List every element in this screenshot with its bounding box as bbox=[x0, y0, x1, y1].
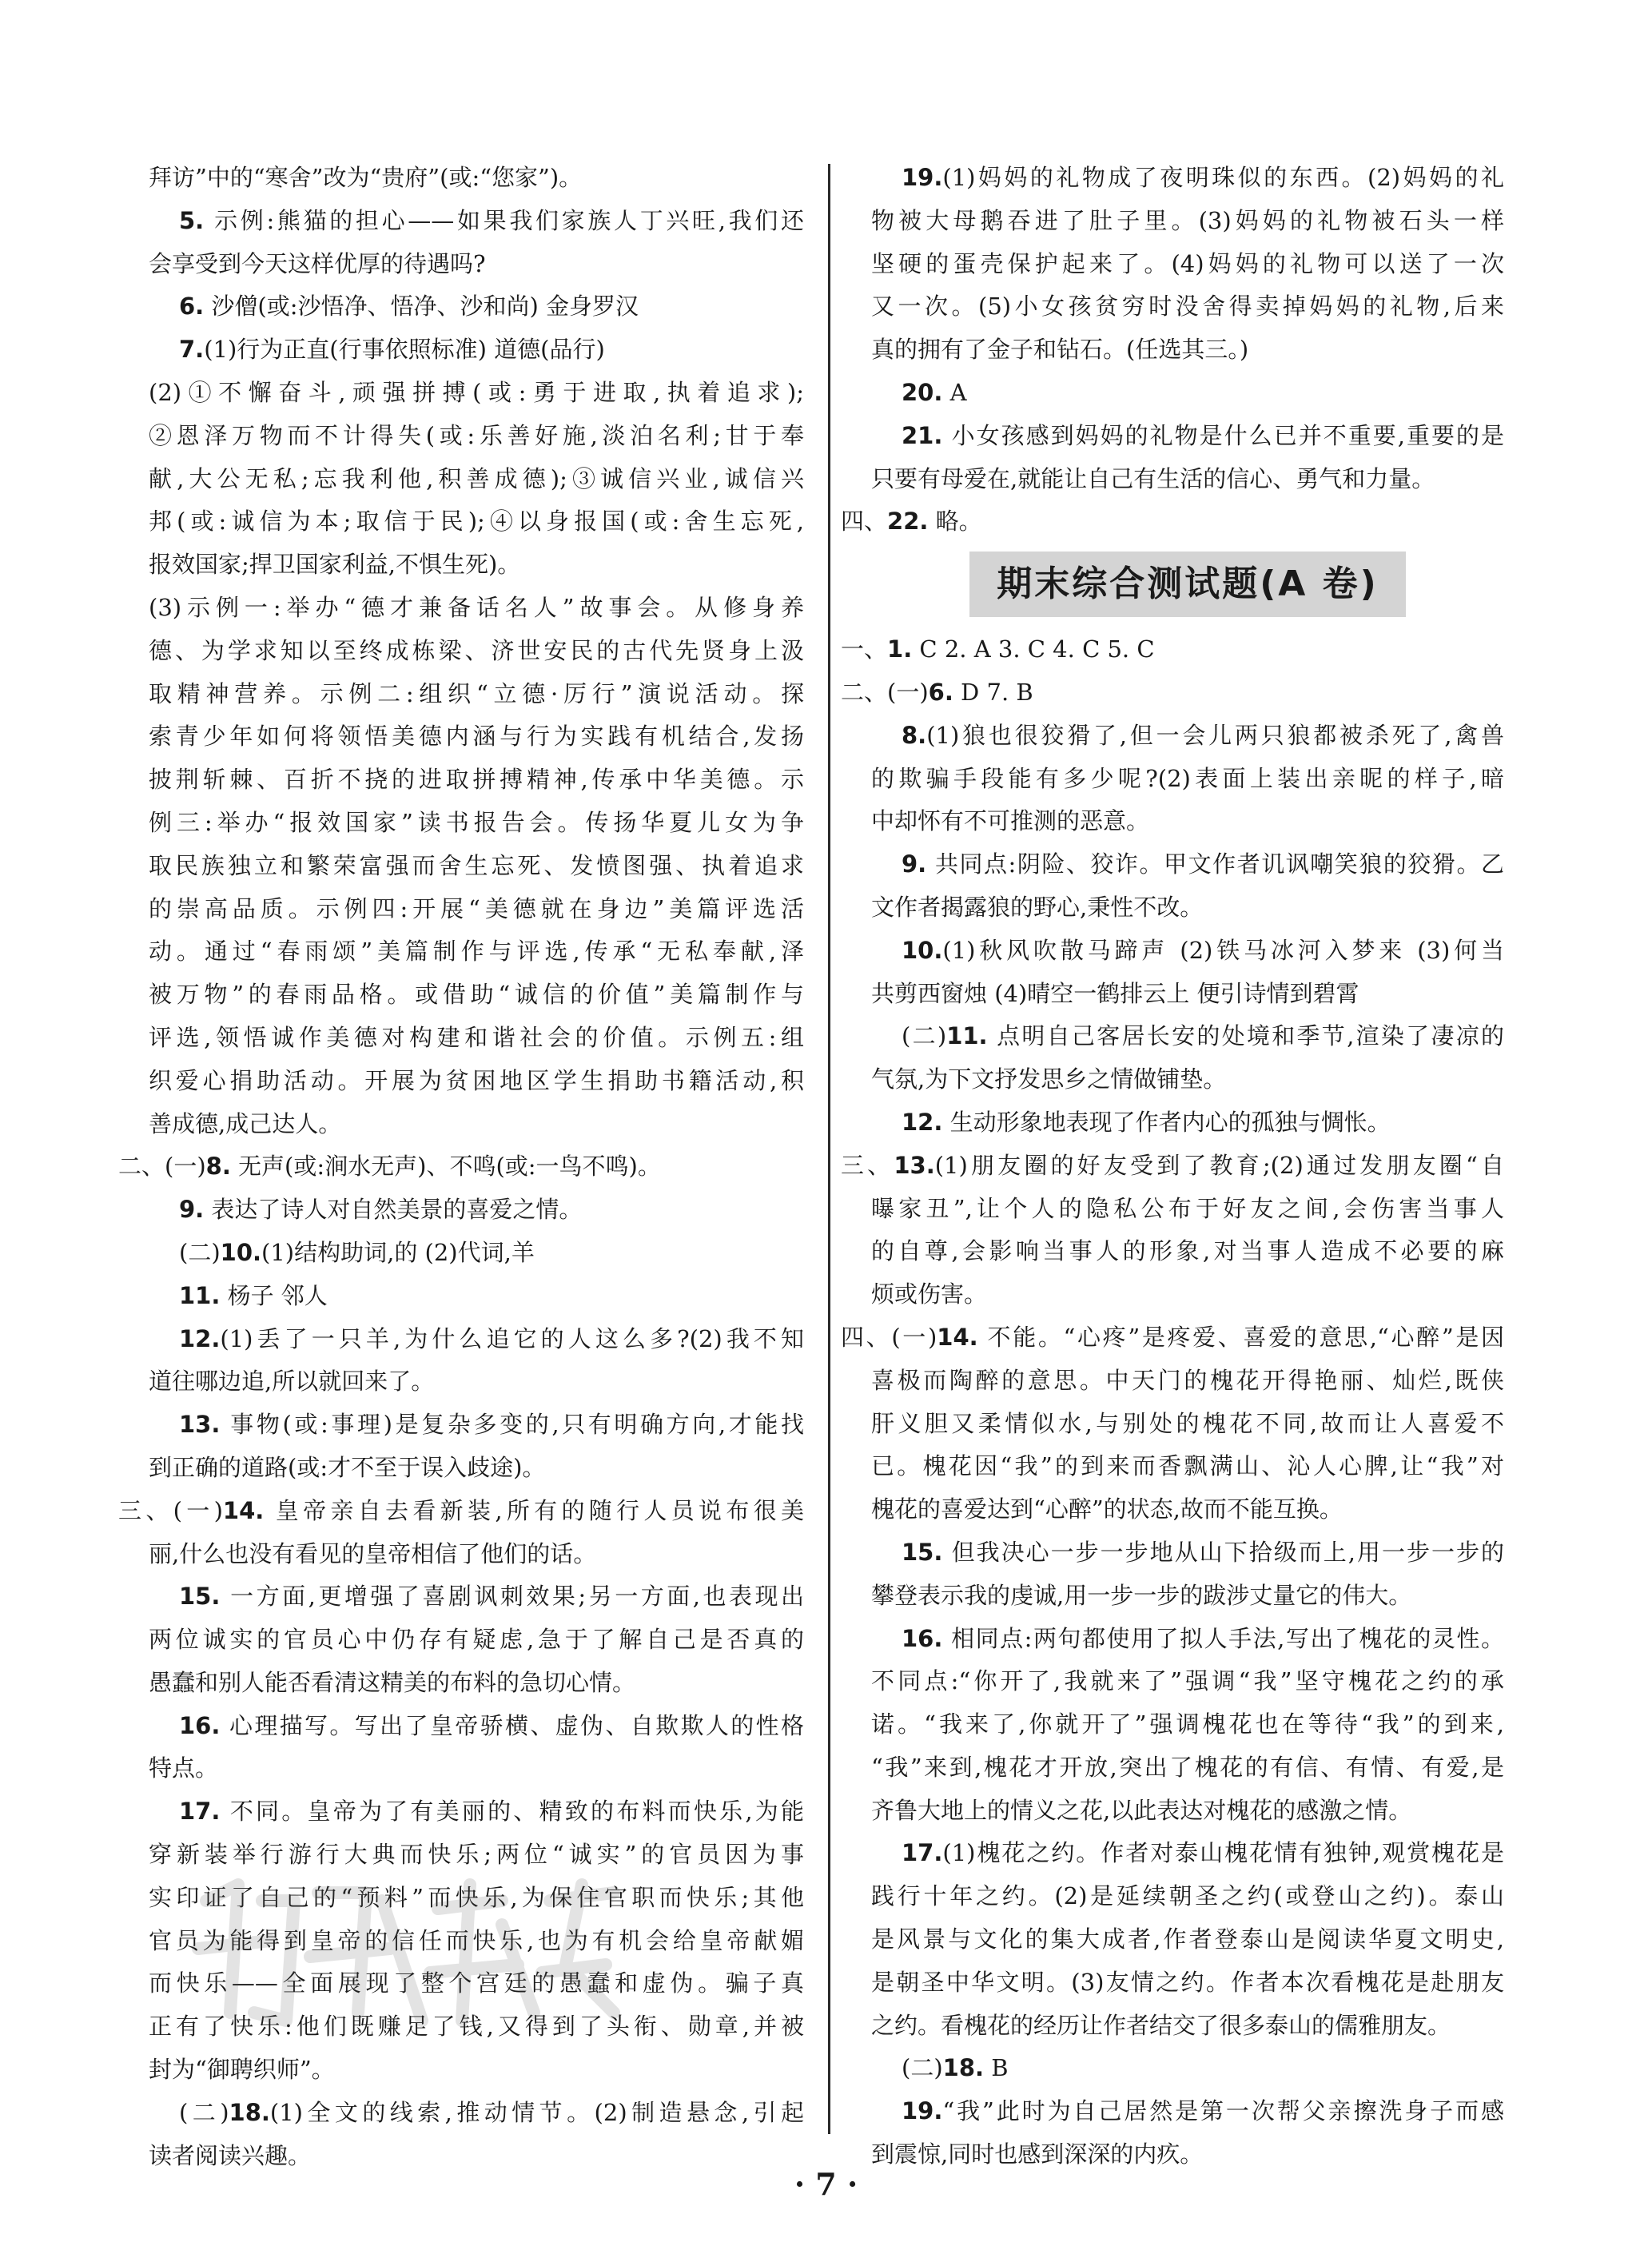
question-number: 8. bbox=[205, 1153, 231, 1181]
answer-line bbox=[149, 243, 804, 286]
answer-text: 不同。皇帝为了有美丽的、精致的布料而快乐,为能 bbox=[220, 1798, 804, 1826]
answer-line bbox=[149, 1017, 804, 1060]
question-number: 8. bbox=[902, 721, 927, 749]
answer-line bbox=[871, 1058, 1504, 1101]
answer-text: 小女孩感到妈妈的礼物是什么已并不重要,重要的是 bbox=[942, 421, 1504, 449]
question-number: 16. bbox=[179, 1711, 221, 1739]
question-number: 13. bbox=[894, 1151, 935, 1179]
answer-text: 例三:举办“报效国家”读书报告会。传扬华夏儿女为争 bbox=[149, 808, 804, 836]
answer-text: 的自尊,会影响当事人的形象,对当事人造成不必要的麻 bbox=[871, 1237, 1504, 1265]
question-number: 14. bbox=[222, 1496, 265, 1524]
answer-text: “我”来到,槐花才开放,突出了槐花的有信、有情、有爱,是 bbox=[871, 1753, 1504, 1781]
section-title-wrap bbox=[871, 552, 1504, 617]
answer-text: 无声(或:涧水无声)、不鸣(或:一鸟不鸣)。 bbox=[230, 1153, 661, 1181]
answer-line bbox=[871, 1703, 1504, 1746]
answer-line bbox=[871, 1273, 1504, 1316]
answer-line bbox=[871, 1101, 1504, 1145]
answer-line bbox=[149, 888, 804, 931]
answer-line bbox=[871, 1188, 1504, 1231]
question-number: 5. bbox=[179, 206, 205, 234]
answer-text: (1)秋风吹散马蹄声 (2)铁马冰河入梦来 (3)何当 bbox=[942, 936, 1504, 964]
answer-text: 共同点:阴险、狡诈。甲文作者讥讽嘲笑狼的狡猾。乙 bbox=[926, 850, 1504, 878]
answer-text: 是风景与文化的集大成者,作者登泰山是阅读华夏文明史, bbox=[871, 1925, 1504, 1953]
answer-text: 物被大母鹅吞进了肚子里。(3)妈妈的礼物被石头一样 bbox=[871, 206, 1504, 234]
answer-line bbox=[149, 1060, 804, 1103]
answer-line bbox=[149, 759, 804, 802]
question-number: 15. bbox=[902, 1538, 943, 1566]
question-number: 9. bbox=[179, 1196, 205, 1224]
section-prefix: 二、(一) bbox=[118, 1153, 206, 1181]
answer-text: 愚蠢和别人能否看清这精美的布料的急切心情。 bbox=[149, 1668, 636, 1696]
answer-line bbox=[871, 843, 1504, 886]
answer-text: 又一次。(5)小女孩贫穷时没舍得卖掉妈妈的礼物,后来 bbox=[871, 293, 1504, 321]
answer-line bbox=[149, 329, 804, 372]
answer-text: 到震惊,同时也感到深深的内疚。 bbox=[871, 2140, 1204, 2168]
answer-line bbox=[841, 671, 1504, 715]
question-number: 6. bbox=[179, 293, 205, 321]
answer-line bbox=[871, 1230, 1504, 1273]
answer-line bbox=[871, 1746, 1504, 1790]
answer-text: (1)朋友圈的好友受到了教育;(2)通过发朋友圈“自 bbox=[934, 1151, 1504, 1179]
answer-text: (2)①不懈奋斗,顽强拼搏(或:勇于进取,执着追求); bbox=[149, 378, 804, 406]
answer-text: 会享受到今天这样优厚的待遇吗? bbox=[149, 249, 486, 277]
answer-line bbox=[871, 973, 1504, 1016]
answer-text: 齐鲁大地上的情义之花,以此表达对槐花的感激之情。 bbox=[871, 1796, 1412, 1824]
section-prefix: 一、 bbox=[841, 635, 888, 663]
answer-text: 不能。“心疼”是疼爱、喜爱的意思,“心醉”是因 bbox=[977, 1323, 1504, 1351]
answer-text: 但我决心一步一步地从山下拾级而上,用一步一步的 bbox=[942, 1538, 1505, 1566]
answer-text: 被万物”的春雨品格。或借助“诚信的价值”美篇制作与 bbox=[149, 981, 804, 1009]
answer-text: 肝义胆又柔情似水,与别处的槐花不同,故而让人喜爱不 bbox=[871, 1409, 1504, 1437]
answer-line bbox=[149, 544, 804, 587]
answer-text: D 7. B bbox=[953, 678, 1033, 706]
answer-line bbox=[149, 974, 804, 1017]
question-number: 12. bbox=[902, 1108, 943, 1136]
column-divider bbox=[828, 164, 830, 2134]
question-number: 17. bbox=[179, 1798, 221, 1826]
answer-line bbox=[871, 1790, 1504, 1833]
answer-text: (1)全文的线索,推动情节。(2)制造悬念,引起 bbox=[269, 2098, 804, 2126]
answer-line bbox=[149, 1360, 804, 1404]
answer-line bbox=[871, 1875, 1504, 1918]
answer-line bbox=[149, 1189, 804, 1232]
question-number: 11. bbox=[179, 1281, 221, 1309]
question-number: 22. bbox=[887, 508, 929, 536]
answer-text: 诺。“我来了,你就开了”强调槐花也在等待“我”的到来, bbox=[871, 1710, 1504, 1738]
answer-line bbox=[871, 1531, 1504, 1575]
answer-text: 点明自己客居长安的处境和季节,渲染了凄凉的 bbox=[987, 1022, 1504, 1050]
question-number: 9. bbox=[902, 850, 927, 878]
answer-line bbox=[871, 200, 1504, 243]
answer-line bbox=[871, 2005, 1504, 2048]
answer-text: 事物(或:事理)是复杂多变的,只有明确方向,才能找 bbox=[220, 1411, 804, 1439]
answer-text: 丽,什么也没有看见的皇帝相信了他们的话。 bbox=[149, 1539, 597, 1567]
answer-text: 相同点:两句都使用了拟人手法,写出了槐花的灵性。 bbox=[942, 1624, 1504, 1652]
answer-line bbox=[841, 500, 1504, 544]
answer-line bbox=[871, 930, 1504, 973]
answer-text: 织爱心捐助活动。开展为贫困地区学生捐助书籍活动,积 bbox=[149, 1066, 804, 1094]
answer-line bbox=[871, 285, 1504, 329]
answer-line bbox=[871, 1015, 1504, 1058]
answer-text: “我”此时为自己居然是第一次帮父亲擦洗身子而感 bbox=[942, 2097, 1504, 2125]
answer-text: 之约。看槐花的经历让作者结交了很多泰山的儒雅朋友。 bbox=[871, 2011, 1451, 2039]
answer-text: 献,大公无私;忘我利他,积善成德);③诚信兴业,诚信兴 bbox=[149, 464, 804, 492]
answer-text: 中却怀有不可推测的恶意。 bbox=[871, 807, 1150, 835]
answer-text: C 2. A 3. C 4. C 5. C bbox=[912, 635, 1155, 663]
answer-text: B bbox=[984, 2054, 1009, 2082]
answer-line bbox=[118, 1145, 804, 1189]
section-prefix: (二) bbox=[902, 2054, 943, 2082]
answer-text: 文作者揭露狼的野心,秉性不改。 bbox=[871, 893, 1204, 921]
answer-line bbox=[149, 1575, 804, 1619]
answer-text: (1)结构助词,的 (2)代词,羊 bbox=[261, 1238, 535, 1266]
answer-line bbox=[149, 500, 804, 544]
answer-line bbox=[149, 1103, 804, 1146]
answer-line bbox=[871, 800, 1504, 843]
answer-text: 真的拥有了金子和钻石。(任选其三。) bbox=[871, 336, 1249, 364]
question-number: 18. bbox=[229, 2098, 270, 2126]
question-number: 14. bbox=[937, 1323, 978, 1351]
answer-line bbox=[149, 1619, 804, 1662]
answer-text: 共剪西窗烛 (4)晴空一鹤排云上 便引诗情到碧霄 bbox=[871, 979, 1359, 1007]
answer-text: 评选,领悟诚作美德对构建和谐社会的价值。示例五:组 bbox=[149, 1023, 804, 1051]
answer-line bbox=[871, 243, 1504, 286]
question-number: 18. bbox=[942, 2054, 985, 2082]
answer-text: 穿新装举行游行大典而快乐;两位“诚实”的官员因为事 bbox=[149, 1841, 804, 1869]
answer-line bbox=[871, 1488, 1504, 1531]
answer-line bbox=[871, 1618, 1504, 1661]
question-number: 7. bbox=[179, 336, 205, 364]
question-number: 13. bbox=[179, 1411, 221, 1439]
right-column-bottom bbox=[841, 628, 1505, 2176]
answer-text: 邦(或:诚信为本;取信于民);④以身报国(或:舍生忘死, bbox=[149, 508, 804, 536]
section-prefix: (二) bbox=[902, 1022, 947, 1050]
answer-text: 是朝圣中华文明。(3)友情之约。作者本次看槐花是赴朋友 bbox=[871, 1968, 1504, 1996]
answer-line bbox=[871, 758, 1504, 801]
answer-line bbox=[149, 715, 804, 759]
answer-line bbox=[871, 1403, 1504, 1446]
page-number: · 7 · bbox=[794, 2166, 858, 2202]
question-number: 21. bbox=[902, 421, 943, 449]
publisher-watermark-logo bbox=[182, 1853, 630, 2053]
answer-line bbox=[871, 415, 1504, 458]
answer-text: 的崇高品质。示例四:开展“美德就在身边”美篇评选活 bbox=[149, 894, 804, 922]
answer-line bbox=[871, 2090, 1504, 2133]
answer-text: 官员为能得到皇帝的信任而快乐,也为有机会给皇帝献媚 bbox=[149, 1926, 804, 1954]
answer-line bbox=[871, 2047, 1504, 2090]
answer-line bbox=[149, 673, 804, 716]
answer-line bbox=[871, 1961, 1504, 2005]
answer-line bbox=[118, 1490, 804, 1533]
question-number: 17. bbox=[902, 1839, 943, 1867]
answer-text: 表达了诗人对自然美景的喜爱之情。 bbox=[204, 1196, 583, 1224]
answer-line bbox=[149, 587, 804, 630]
answer-text: 两位诚实的官员心中仍存有疑虑,急于了解自己是否真的 bbox=[149, 1626, 804, 1654]
answer-line bbox=[871, 1832, 1504, 1875]
section-prefix: 三、(一) bbox=[118, 1496, 223, 1524]
section-prefix: 四、(一) bbox=[841, 1323, 937, 1351]
section-title: 期末综合测试题(A 卷) bbox=[969, 552, 1406, 617]
answer-line bbox=[149, 2049, 804, 2092]
answer-text: 报效国家;捍卫国家利益,不惧生死)。 bbox=[149, 551, 521, 579]
answer-text: 烦或伤害。 bbox=[871, 1280, 988, 1308]
question-number: 11. bbox=[946, 1022, 988, 1050]
answer-line bbox=[149, 415, 804, 458]
question-number: 20. bbox=[902, 378, 943, 406]
answer-line bbox=[871, 1445, 1504, 1488]
answer-line bbox=[871, 1918, 1504, 1961]
answer-text: (1)行为正直(行事依照标准) 道德(品行) bbox=[204, 336, 605, 364]
question-number: 6. bbox=[928, 678, 953, 706]
section-prefix: 二、(一) bbox=[841, 678, 929, 706]
answer-text: 杨子 邻人 bbox=[220, 1281, 328, 1309]
answer-line bbox=[149, 930, 804, 974]
answer-text: 攀登表示我的虔诚,用一步一步的跋涉丈量它的伟大。 bbox=[871, 1581, 1412, 1609]
answer-line bbox=[149, 157, 804, 200]
answer-line bbox=[149, 200, 804, 243]
answer-line bbox=[149, 1747, 804, 1790]
answer-line bbox=[149, 630, 804, 673]
answer-text: A bbox=[942, 378, 967, 406]
answer-line bbox=[871, 157, 1504, 200]
answer-text: 心理描写。写出了皇帝骄横、虚伪、自欺欺人的性格 bbox=[220, 1711, 804, 1739]
answer-line bbox=[149, 1790, 804, 1834]
section-prefix: 四、 bbox=[841, 508, 888, 536]
answer-text: 而快乐——全面展现了整个宫廷的愚蠢和虚伪。骗子真 bbox=[149, 1969, 804, 1997]
answer-text: 略。 bbox=[928, 508, 982, 536]
question-number: 10. bbox=[220, 1238, 262, 1266]
answer-line bbox=[149, 1705, 804, 1748]
answer-text: 曝家丑”,让个人的隐私公布于好友之间,会伤害当事人 bbox=[871, 1194, 1504, 1222]
answer-line bbox=[871, 329, 1504, 372]
answer-text: 德、为学求知以至终成栋梁、济世安民的古代先贤身上汲 bbox=[149, 636, 804, 664]
answer-line bbox=[149, 845, 804, 888]
answer-line bbox=[149, 1533, 804, 1576]
answer-text: 生动形象地表现了作者内心的孤独与惆怅。 bbox=[942, 1108, 1391, 1136]
answer-text: 只要有母爱在,就能让自己有生活的信心、勇气和力量。 bbox=[871, 464, 1435, 492]
right-column-top bbox=[841, 157, 1504, 544]
answer-text: 道往哪边追,所以就回来了。 bbox=[149, 1368, 435, 1396]
answer-text: 的欺骗手段能有多少呢?(2)表面上装出亲昵的样子,暗 bbox=[871, 764, 1504, 792]
question-number: 10. bbox=[902, 936, 943, 964]
answer-text: 槐花的喜爱达到“心醉”的状态,故而不能互换。 bbox=[871, 1495, 1343, 1523]
answer-text: ②恩泽万物而不计得失(或:乐善好施,淡泊名利;甘于奉 bbox=[149, 421, 804, 449]
answer-text: (1)槐花之约。作者对泰山槐花情有独钟,观赏槐花是 bbox=[942, 1839, 1504, 1867]
question-number: 19. bbox=[902, 164, 943, 191]
answer-text: 到正确的道路(或:才不至于误入歧途)。 bbox=[149, 1453, 546, 1481]
answer-text: (3)示例一:举办“德才兼备话名人”故事会。从修身养 bbox=[149, 593, 804, 621]
answer-text: 不同点:“你开了,我就来了”强调“我”坚守槐花之约的承 bbox=[871, 1667, 1504, 1695]
answer-line bbox=[149, 802, 804, 845]
answer-line bbox=[871, 1660, 1504, 1703]
answer-text: (1)狼也很狡猾了,但一会儿两只狼都被杀死了,禽兽 bbox=[926, 721, 1504, 749]
answer-text: 一方面,更增强了喜剧讽刺效果;另一方面,也表现出 bbox=[220, 1583, 804, 1611]
answer-text: 善成德,成己达人。 bbox=[149, 1109, 342, 1137]
section-prefix: (二) bbox=[179, 2098, 229, 2126]
answer-text: 取民族独立和繁荣富强而舍生忘死、发愤图强、执着追求 bbox=[149, 851, 804, 879]
question-number: 15. bbox=[179, 1583, 221, 1611]
answer-line bbox=[871, 372, 1504, 415]
right-column bbox=[841, 157, 1505, 2176]
answer-text: (1)妈妈的礼物成了夜明珠似的东西。(2)妈妈的礼 bbox=[942, 164, 1504, 191]
answer-text: (1)丢了一只羊,为什么追它的人这么多?(2)我不知 bbox=[220, 1324, 804, 1352]
answer-line bbox=[149, 1275, 804, 1318]
answer-line bbox=[149, 458, 804, 501]
section-prefix: 三、 bbox=[841, 1151, 894, 1179]
answer-text: 示例:熊猫的担心——如果我们家族人丁兴旺,我们还 bbox=[204, 206, 804, 234]
answer-line bbox=[841, 1316, 1504, 1360]
answer-line bbox=[149, 1447, 804, 1490]
answer-line bbox=[871, 458, 1504, 501]
question-number: 12. bbox=[179, 1324, 221, 1352]
answer-line bbox=[149, 372, 804, 415]
answer-text: 已。槐花因“我”的到来而香飘满山、沁人心脾,让“我”对 bbox=[871, 1452, 1504, 1480]
answer-text: 正有了快乐:他们既赚足了钱,又得到了头衔、勋章,并被 bbox=[149, 2013, 804, 2041]
answer-text: 坚硬的蛋壳保护起来了。(4)妈妈的礼物可以送了一次 bbox=[871, 249, 1504, 277]
answer-text: 拜访”中的“寒舍”改为“贵府”(或:“您家”)。 bbox=[149, 164, 583, 191]
question-number: 16. bbox=[902, 1624, 943, 1652]
answer-line bbox=[871, 1360, 1504, 1403]
question-number: 19. bbox=[902, 2097, 943, 2125]
answer-line bbox=[149, 1232, 804, 1275]
answer-text: 皇帝亲自去看新装,所有的随行人员说布很美 bbox=[264, 1496, 804, 1524]
section-prefix: (二) bbox=[179, 1238, 221, 1266]
question-number: 1. bbox=[887, 635, 913, 663]
answer-line bbox=[841, 628, 1504, 671]
answer-text: 封为“御聘织师”。 bbox=[149, 2056, 335, 2084]
answer-text: 践行十年之约。(2)是延续朝圣之约(或登山之约)。泰山 bbox=[871, 1882, 1504, 1910]
answer-line bbox=[871, 1575, 1504, 1618]
answer-line bbox=[871, 715, 1504, 758]
answer-text: 沙僧(或:沙悟净、悟净、沙和尚) 金身罗汉 bbox=[204, 293, 639, 321]
answer-text: 读者阅读兴趣。 bbox=[149, 2141, 312, 2169]
answer-text: 喜极而陶醉的意思。中天门的槐花开得艳丽、灿烂,既侠 bbox=[871, 1366, 1504, 1394]
answer-line bbox=[149, 1318, 804, 1361]
answer-text: 实印证了自己的“预料”而快乐,为保住官职而快乐;其他 bbox=[149, 1883, 804, 1911]
answer-text: 气氛,为下文抒发思乡之情做铺垫。 bbox=[871, 1065, 1227, 1093]
answer-line bbox=[871, 886, 1504, 930]
answer-line bbox=[149, 2092, 804, 2135]
answer-text: 取精神营养。示例二:组织“立德·厉行”演说活动。探 bbox=[149, 679, 804, 707]
answer-line bbox=[149, 285, 804, 329]
answer-line bbox=[149, 1404, 804, 1447]
answer-text: 披荆斩棘、百折不挠的进取拼搏精神,传承中华美德。示 bbox=[149, 766, 804, 794]
answer-text: 索青少年如何将领悟美德内涵与行为实践有机结合,发扬 bbox=[149, 723, 804, 751]
answer-line bbox=[149, 1662, 804, 1705]
answer-text: 动。通过“春雨颂”美篇制作与评选,传承“无私奉献,泽 bbox=[149, 938, 804, 966]
answer-text: 特点。 bbox=[149, 1754, 219, 1782]
answer-line bbox=[841, 1145, 1504, 1188]
